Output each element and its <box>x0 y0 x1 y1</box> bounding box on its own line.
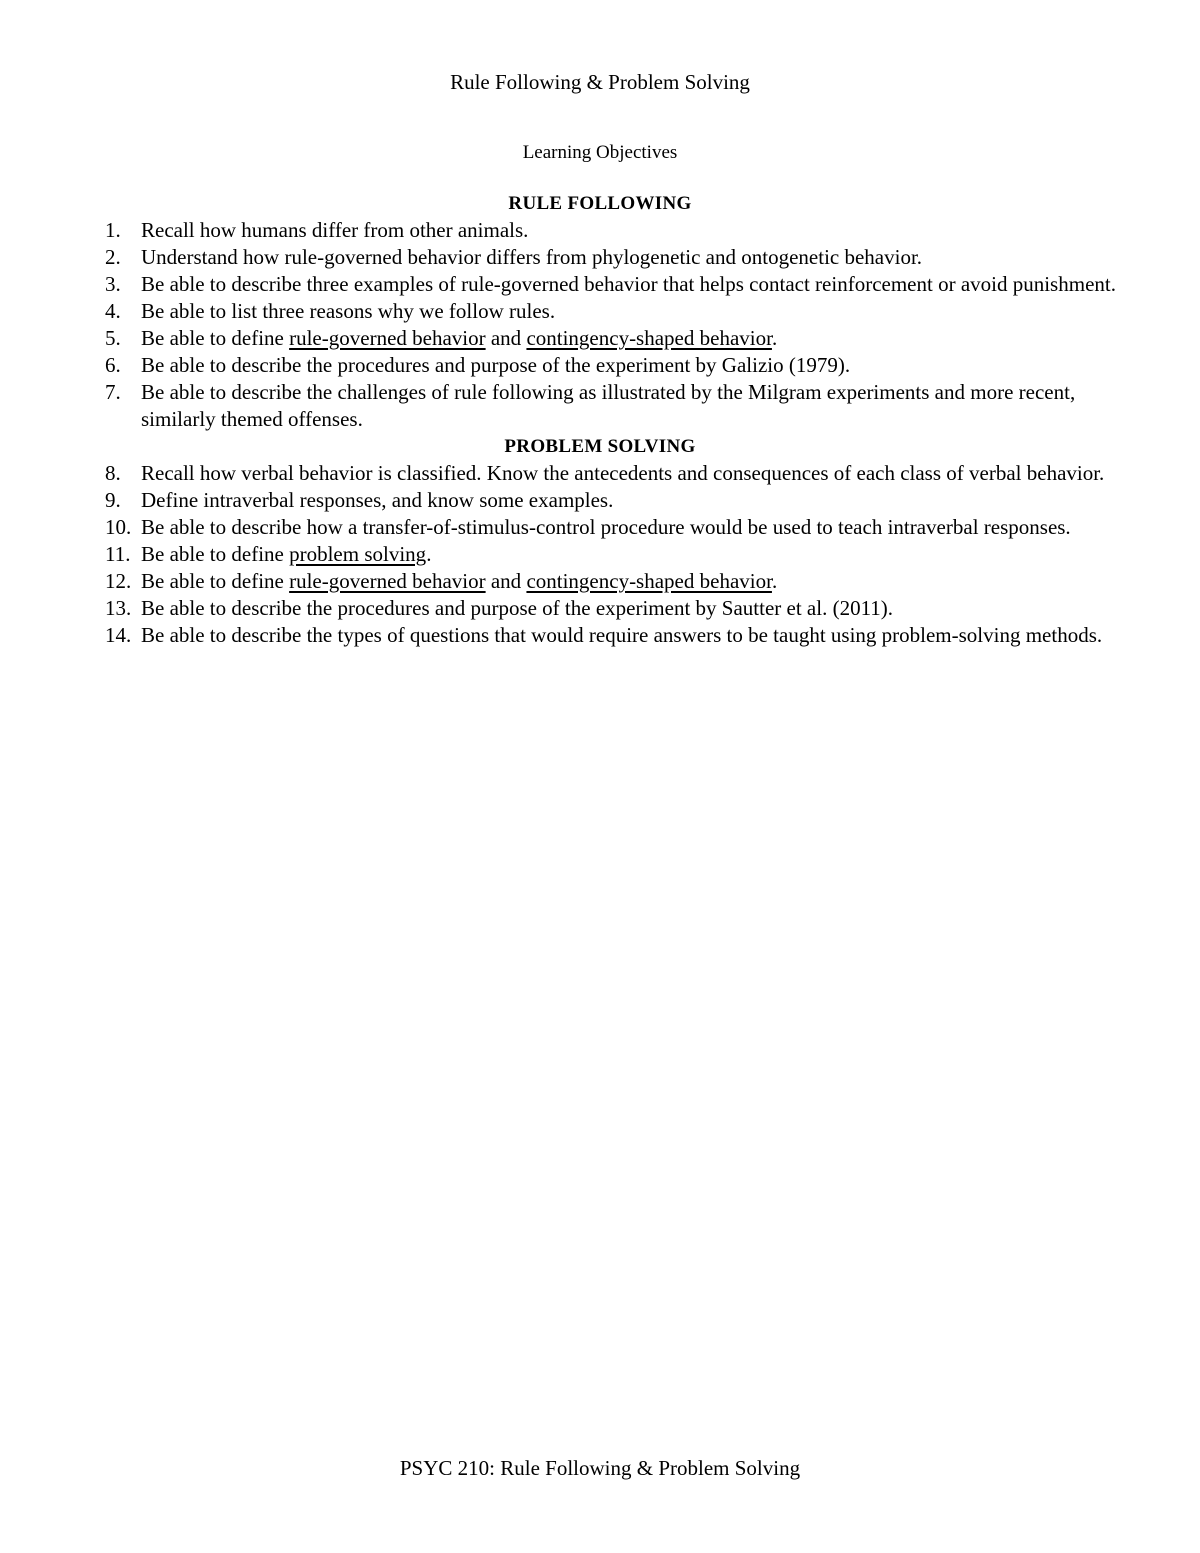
objective-item <box>0 595 1200 622</box>
objective-item <box>0 622 1200 649</box>
objective-text-suffix: . <box>771 326 778 350</box>
document-title: Rule Following & Problem Solving <box>450 70 750 94</box>
document-subtitle: Learning Objectives <box>522 142 678 163</box>
objective-text-middle: and <box>485 326 527 350</box>
objective-text: Be able to list three reasons why we follow rules. <box>141 299 556 323</box>
rule-following-list <box>0 217 1200 433</box>
objective-text: Recall how verbal behavior is classified. Know the antecedents and consequences of each class of verbal behavior. <box>141 461 1105 485</box>
objective-item <box>0 325 1200 352</box>
term-rule-governed-behavior: rule-governed behavior <box>289 326 486 350</box>
objective-number: 1. <box>105 218 121 242</box>
objective-item <box>0 217 1200 244</box>
term-problem-solving: problem solving <box>289 542 427 566</box>
objective-number: 10. <box>105 515 132 539</box>
objective-text-suffix: . <box>426 542 432 566</box>
objective-text: Understand how rule-governed behavior differs from phylogenetic and ontogenetic behavior. <box>141 245 923 269</box>
objective-text: Be able to describe the procedures and purpose of the experiment by Sautter et al. (2011). <box>141 596 894 620</box>
objective-number: 3. <box>105 272 121 296</box>
objective-number: 7. <box>105 380 121 404</box>
objective-text-prefix: Be able to define <box>141 542 290 566</box>
objective-item <box>0 487 1200 514</box>
objective-number: 8. <box>105 461 121 485</box>
objective-item <box>0 460 1200 487</box>
objective-text-prefix: Be able to define <box>141 569 290 593</box>
objective-item <box>0 298 1200 325</box>
section-heading-problem-solving: PROBLEM SOLVING <box>504 436 696 457</box>
term-contingency-shaped-behavior: contingency-shaped behavior <box>526 569 772 593</box>
objective-number: 14. <box>105 623 132 647</box>
section-heading-rule-following: RULE FOLLOWING <box>508 193 692 214</box>
objective-item <box>0 244 1200 271</box>
objective-number: 5. <box>105 326 121 350</box>
objective-text: Recall how humans differ from other animals. <box>141 218 529 242</box>
objective-text-suffix: . <box>771 569 778 593</box>
objective-number: 12. <box>105 569 132 593</box>
objective-number: 6. <box>105 353 121 377</box>
objective-text-prefix: Be able to define <box>141 326 290 350</box>
objective-text: Be able to describe how a transfer-of-stimulus-control procedure would be used to teach intraverbal responses. <box>141 515 1071 539</box>
objective-text: Be able to describe the types of questions that would require answers to be taught using problem-solving methods. <box>141 623 1103 647</box>
objective-item <box>0 352 1200 379</box>
objective-number: 4. <box>105 299 121 323</box>
objective-item <box>0 514 1200 541</box>
page-footer: PSYC 210: Rule Following & Problem Solving <box>399 1456 801 1480</box>
objective-text: Be able to describe the challenges of rule following as illustrated by the Milgram experiments and more recent, similarly themed offenses. <box>141 380 1076 431</box>
term-rule-governed-behavior: rule-governed behavior <box>289 569 486 593</box>
objective-number: 13. <box>105 596 132 620</box>
problem-solving-list <box>0 460 1200 649</box>
objective-text: Define intraverbal responses, and know some examples. <box>141 488 614 512</box>
objective-text: Be able to describe the procedures and purpose of the experiment by Galizio (1979). <box>141 353 851 377</box>
objective-item <box>0 541 1200 568</box>
term-contingency-shaped-behavior: contingency-shaped behavior <box>526 326 772 350</box>
objective-item <box>0 568 1200 595</box>
objective-text: Be able to describe three examples of rule-governed behavior that helps contact reinforcement or avoid punishment. <box>141 272 1116 296</box>
objective-number: 9. <box>105 488 121 512</box>
objective-number: 11. <box>105 542 131 566</box>
objective-text-middle: and <box>485 569 527 593</box>
objective-number: 2. <box>105 245 121 269</box>
objectives-content <box>0 190 1200 649</box>
objective-item <box>0 271 1200 298</box>
objective-item <box>0 379 1200 433</box>
